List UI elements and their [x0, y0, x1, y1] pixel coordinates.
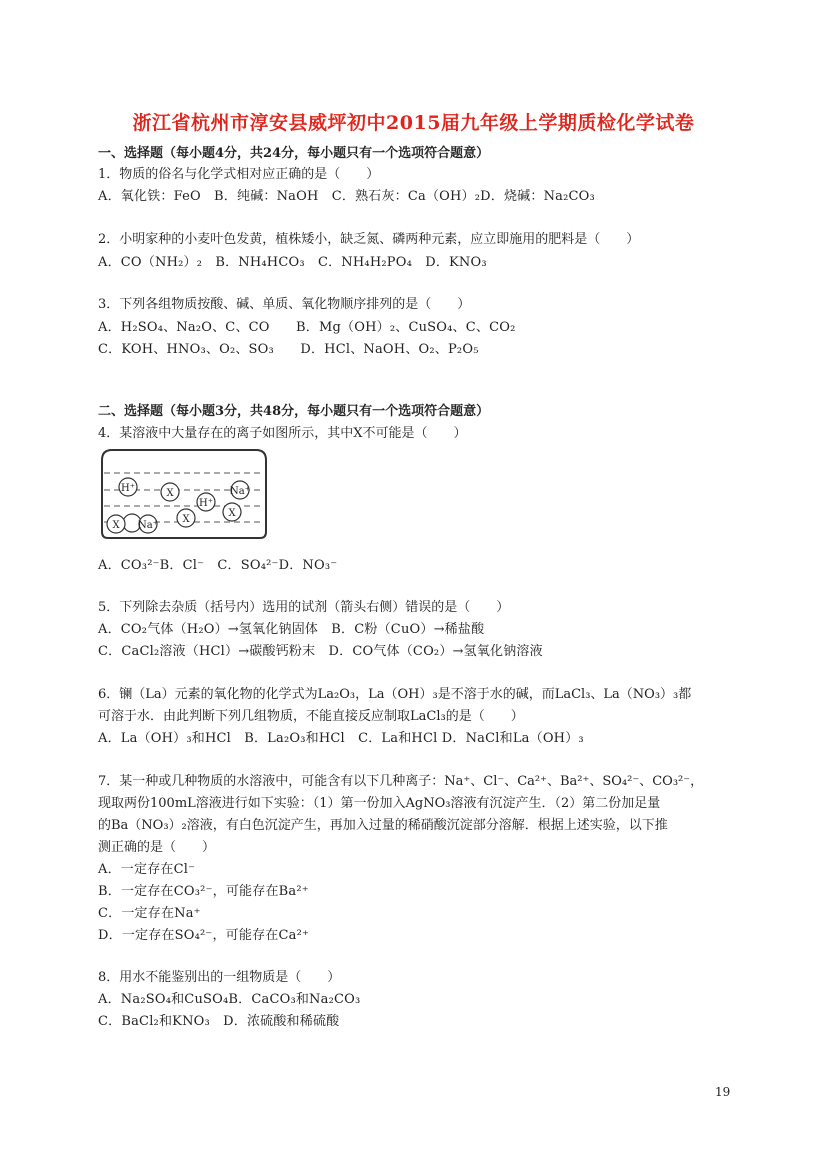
q8-options-cd: C．BaCl₂和KNO₃ D．浓硫酸和稀硫酸 — [98, 1014, 340, 1029]
q7-option-b: B．一定存在CO₃²⁻，可能存在Ba²⁺ — [98, 884, 309, 899]
q6-stem-line1: 6．镧（La）元素的氧化物的化学式为La₂O₃，La（OH）₃是不溶于水的碱，而LaCl₃、La（NO₃）₃都 — [98, 687, 692, 702]
q4-stem: 4．某溶液中大量存在的离子如图所示，其中X不可能是（ ） — [98, 426, 467, 441]
q6-stem-line2: 可溶于水．由此判断下列几组物质，不能直接反应制取LaCl₃的是（ ） — [98, 709, 524, 724]
section-2-heading: 二、选择题（每小题3分，共48分，每小题只有一个选项符合题意） — [98, 404, 490, 419]
q7-stem-line2: 现取两份100mL溶液进行如下实验：（1）第一份加入AgNO₃溶液有沉淀产生．（2）第二份加足量 — [98, 796, 661, 811]
q1-stem: 1．物质的俗名与化学式相对应正确的是（ ） — [98, 167, 380, 182]
q8-options-ab: A．Na₂SO₄和CuSO₄B．CaCO₃和Na₂CO₃ — [98, 992, 361, 1007]
ion-na-plus-1: Na⁺ — [230, 486, 250, 497]
q3-stem: 3．下列各组物质按酸、碱、单质、氧化物顺序排列的是（ ） — [98, 297, 471, 312]
q6-options: A．La（OH）₃和HCl B．La₂O₃和HCl C．La和HCl D．NaCl和La（OH）₃ — [98, 731, 584, 746]
q5-options-cd: C．CaCl₂溶液（HCl）→碳酸钙粉末 D．CO气体（CO₂）→氢氧化钠溶液 — [98, 644, 543, 659]
q3-options-cd: C．KOH、HNO₃、O₂、SO₃ D．HCl、NaOH、O₂、P₂O₅ — [98, 342, 479, 357]
ion-h-plus-2: H⁺ — [199, 498, 213, 509]
ion-h-plus-1: H⁺ — [121, 483, 135, 494]
q5-stem: 5．下列除去杂质（括号内）选用的试剂（箭头右侧）错误的是（ ） — [98, 600, 510, 615]
q7-stem-line3: 的Ba（NO₃）₂溶液，有白色沉淀产生，再加入过量的稀硝酸沉淀部分溶解．根据上述实验，以下推 — [98, 818, 668, 833]
q4-ion-diagram — [98, 446, 270, 540]
section-1-heading: 一、选择题（每小题4分，共24分，每小题只有一个选项符合题意） — [98, 146, 490, 161]
q2-options: A．CO（NH₂）₂ B．NH₄HCO₃ C．NH₄H₂PO₄ D．KNO₃ — [98, 255, 487, 270]
ion-x-1: X — [166, 488, 174, 499]
ion-x-2: X — [228, 508, 236, 519]
q7-option-c: C．一定存在Na⁺ — [98, 906, 201, 921]
q7-stem-line4: 测正确的是（ ） — [98, 840, 216, 855]
ion-x-4: X — [112, 520, 120, 531]
ion-x-3: X — [182, 514, 190, 525]
q8-stem: 8．用水不能鉴别出的一组物质是（ ） — [98, 970, 341, 985]
q5-options-ab: A．CO₂气体（H₂O）→氢氧化钠固体 B．C粉（CuO）→稀盐酸 — [98, 622, 485, 637]
document-title: 浙江省杭州市淳安县威坪初中2015届九年级上学期质检化学试卷 — [132, 112, 695, 134]
ion-na-plus-2: Na⁺ — [138, 520, 158, 531]
q7-option-a: A．一定存在Cl⁻ — [98, 862, 196, 877]
q4-options: A．CO₃²⁻B．Cl⁻ C．SO₄²⁻D．NO₃⁻ — [98, 558, 338, 573]
page-number: 19 — [715, 1085, 731, 1099]
q2-stem: 2．小明家种的小麦叶色发黄，植株矮小，缺乏氮、磷两种元素，应立即施用的肥料是（ ） — [98, 232, 640, 247]
q3-options-ab: A．H₂SO₄、Na₂O、C、CO B．Mg（OH）₂、CuSO₄、C、CO₂ — [98, 320, 516, 335]
q7-option-d: D．一定存在SO₄²⁻，可能存在Ca²⁺ — [98, 928, 310, 943]
q7-stem-line1: 7．某一种或几种物质的水溶液中，可能含有以下几种离子：Na⁺、Cl⁻、Ca²⁺、Ba²⁺、SO₄²⁻、CO₃²⁻， — [98, 774, 704, 789]
q1-options: A．氧化铁：FeO B．纯碱：NaOH C．熟石灰：Ca（OH）₂D．烧碱：Na₂CO₃ — [98, 189, 595, 204]
